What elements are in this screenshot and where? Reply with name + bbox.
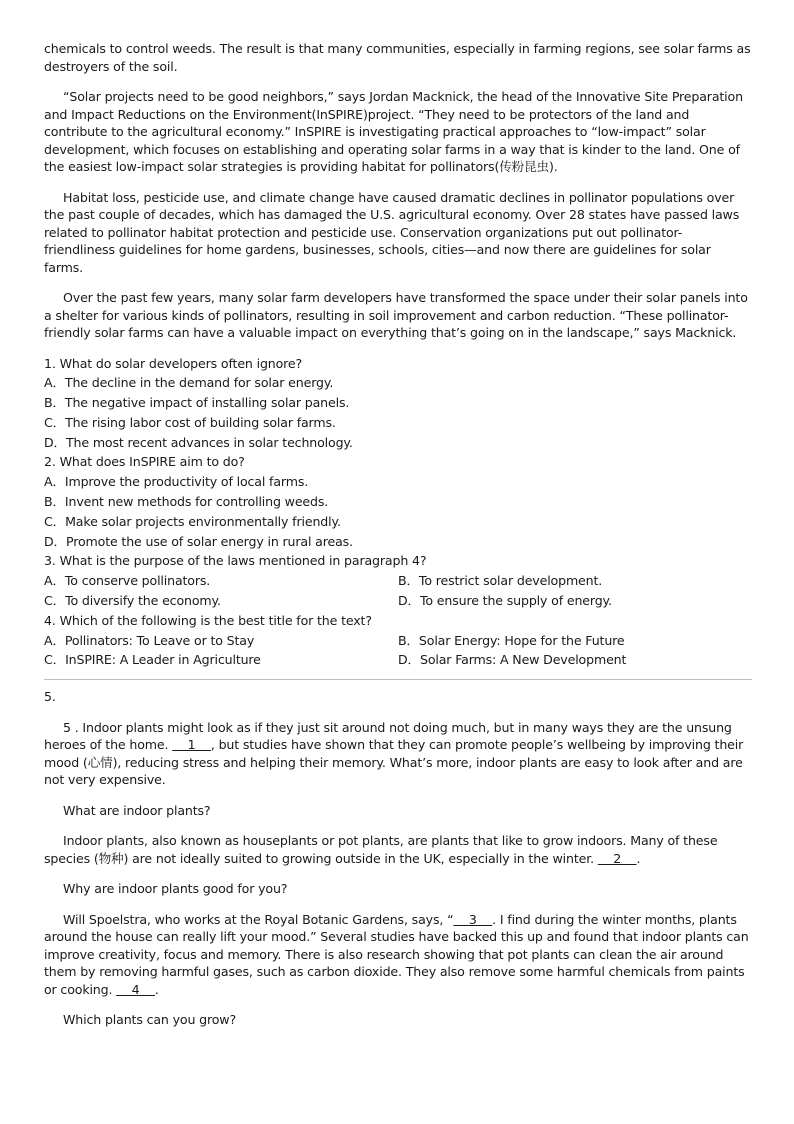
option-a: A．The decline in the demand for solar energy. bbox=[44, 375, 334, 391]
section5-paragraph-1 bbox=[44, 719, 752, 789]
option-c: C．To diversify the economy. bbox=[44, 593, 221, 609]
question-stem: 1. What do solar developers often ignore? bbox=[44, 355, 303, 371]
blank-3: 3 bbox=[453, 911, 493, 927]
text-run: Indoor plants, also known as houseplants or pot plants, are plants that like to grow indoors. Many of these species (物种) are not ideally suited to growing outside in the UK, especially in the winter. bbox=[44, 833, 718, 866]
options-row bbox=[44, 631, 752, 651]
question-4 bbox=[44, 611, 752, 670]
section-number: 5. bbox=[44, 689, 56, 705]
options-row bbox=[44, 571, 752, 591]
blank-2: 2 bbox=[597, 850, 637, 866]
question-2 bbox=[44, 452, 752, 551]
option-b: B．To restrict solar development. bbox=[398, 573, 603, 589]
option-c: C．InSPIRE: A Leader in Agriculture bbox=[44, 652, 261, 668]
text-run: , but studies have shown that they can promote people’s wellbeing by improving their mood (心情), reducing stress and helping their memory. What’s more, indoor plants are easy to look after and are not very expensive. bbox=[44, 737, 744, 788]
passage-paragraph-2: “Solar projects need to be good neighbors,” says Jordan Macknick, the head of the Innovative Site Preparation and Impact Reductions on the Environment(InSPIRE)project. “They need to be protectors of the land and contribute to the agricultural economy.” InSPIRE is investigating practical approaches to “low-impact” solar development, which focuses on establishing and operating solar farms in a way that is kinder to the land. One of the easiest low-impact solar strategies is providing habitat for pollinators(传粉昆虫). bbox=[44, 89, 743, 174]
option-a: A．Pollinators: To Leave or to Stay bbox=[44, 632, 255, 648]
section5-heading-2: Why are indoor plants good for you? bbox=[63, 881, 288, 897]
passage-paragraph-4: Over the past few years, many solar farm developers have transformed the space under their solar panels into a shelter for various kinds of pollinators, resulting in soil improvement and carbon reduction. “These pollinator-friendly solar farms can have a valuable impact on everything that’s going on in the landscape,” says Macknick. bbox=[44, 290, 748, 340]
question-1 bbox=[44, 354, 752, 453]
section5-heading-3: Which plants can you grow? bbox=[63, 1012, 236, 1028]
section5-paragraph-2 bbox=[44, 832, 752, 867]
text-run: . bbox=[636, 850, 641, 866]
option-d: D．To ensure the supply of energy. bbox=[398, 593, 612, 609]
question-stem: 4. Which of the following is the best title for the text? bbox=[44, 612, 372, 628]
section-divider bbox=[44, 679, 752, 680]
passage-paragraph-1: chemicals to control weeds. The result is that many communities, especially in farming regions, see solar farms as destroyers of the soil. bbox=[44, 41, 751, 74]
option-d: D．Solar Farms: A New Development bbox=[398, 652, 627, 668]
option-d: D．The most recent advances in solar technology. bbox=[44, 434, 353, 450]
passage-paragraph-3: Habitat loss, pesticide use, and climate change have caused dramatic declines in pollinator populations over the past couple of decades, which has damaged the U.S. agricultural economy. Over 28 states have passed laws related to pollinator habitat protection and pesticide use. Conservation organizations put out pollinator-friendliness guidelines for home gardens, businesses, schools, cities—and now there are guidelines for solar farms. bbox=[44, 189, 740, 275]
option-c: C．Make solar projects environmentally friendly. bbox=[44, 513, 341, 529]
option-c: C．The rising labor cost of building solar farms. bbox=[44, 414, 336, 430]
text-run: Will Spoelstra, who works at the Royal Botanic Gardens, says, “ bbox=[63, 911, 454, 927]
question-3 bbox=[44, 551, 752, 610]
blank-4: 4 bbox=[116, 981, 155, 997]
text-run: . bbox=[154, 981, 159, 997]
section5-paragraph-3 bbox=[44, 911, 752, 999]
option-b: B．Invent new methods for controlling weeds. bbox=[44, 494, 329, 510]
option-d: D．Promote the use of solar energy in rural areas. bbox=[44, 533, 353, 549]
option-b: B．Solar Energy: Hope for the Future bbox=[398, 632, 625, 648]
option-a: A．Improve the productivity of local farms. bbox=[44, 474, 309, 490]
question-stem: 2. What does InSPIRE aim to do? bbox=[44, 454, 245, 470]
document-page bbox=[44, 40, 752, 1029]
text-run: 5 . Indoor plants might look as if they just sit around not doing much, but in many ways they are the unsung heroes of the home. bbox=[44, 719, 732, 753]
option-b: B．The negative impact of installing solar panels. bbox=[44, 395, 350, 411]
options-row bbox=[44, 650, 752, 670]
blank-1: 1 bbox=[172, 737, 211, 753]
options-row bbox=[44, 591, 752, 611]
section5-heading-1: What are indoor plants? bbox=[63, 802, 211, 818]
option-a: A．To conserve pollinators. bbox=[44, 573, 211, 589]
text-run: . I find during the winter months, plants around the house can really lift your mood.” Several studies have backed this up and found that indoor plants can improve creativity, focus and memory. There is also research showing that pot plants can clean the air around them by removing harmful gases, such as carbon dioxide. They also remove some harmful chemicals from paints or cooking. bbox=[44, 911, 749, 997]
question-stem: 3. What is the purpose of the laws mentioned in paragraph 4? bbox=[44, 553, 427, 569]
